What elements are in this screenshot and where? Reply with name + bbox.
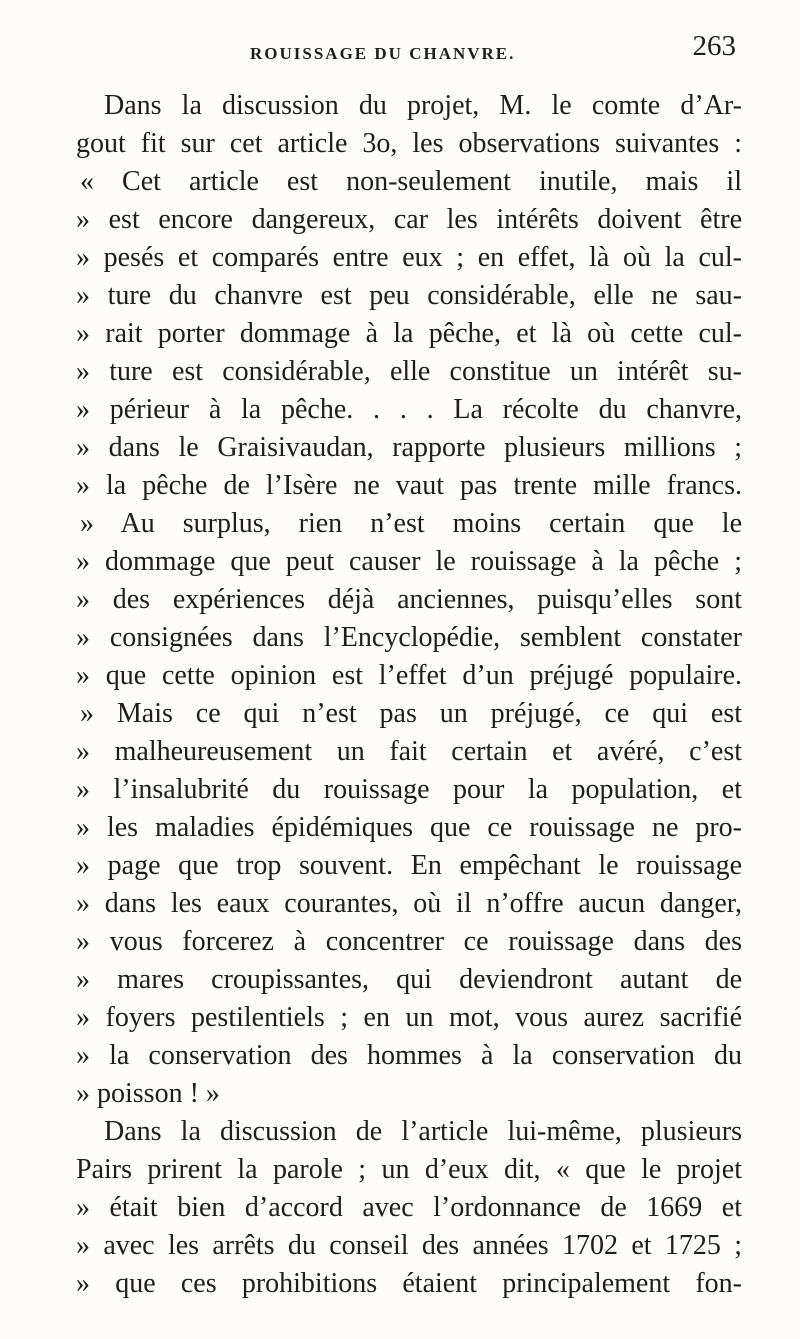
text-line: » la pêche de l’Isère ne vaut pas trente mille francs. xyxy=(76,470,742,501)
text-line: » mares croupissantes, qui deviendront autant de xyxy=(76,964,742,995)
text-line: » était bien d’accord avec l’ordonnance de 1669 et xyxy=(76,1192,742,1223)
text-line: » rait porter dommage à la pêche, et là où cette cul- xyxy=(76,318,742,349)
text-line: » est encore dangereux, car les intérêts doivent être xyxy=(76,204,742,235)
text-line: » Mais ce qui n’est pas un préjugé, ce qui est xyxy=(80,698,742,729)
running-title: ROUISSAGE DU CHANVRE. xyxy=(250,44,516,63)
text-line: » avec les arrêts du conseil des années 1702 et 1725 ; xyxy=(76,1230,742,1261)
page-header xyxy=(0,30,800,70)
text-line: » pesés et comparés entre eux ; en effet, là où la cul- xyxy=(76,242,742,273)
text-line: » vous forcerez à concentrer ce rouissage dans des xyxy=(76,926,742,957)
text-line: Pairs prirent la parole ; un d’eux dit, « que le projet xyxy=(76,1154,742,1185)
text-line: gout fit sur cet article 3o, les observations suivantes : xyxy=(76,128,742,159)
text-line: » page que trop souvent. En empêchant le rouissage xyxy=(76,850,742,881)
text-line: » foyers pestilentiels ; en un mot, vous aurez sacrifié xyxy=(76,1002,742,1033)
text-line: Dans la discussion du projet, M. le comte d’Ar- xyxy=(104,90,742,121)
text-line: » les maladies épidémiques que ce rouissage ne pro- xyxy=(76,812,742,843)
text-line: » Au surplus, rien n’est moins certain que le xyxy=(80,508,742,539)
text-line: » que cette opinion est l’effet d’un préjugé populaire. xyxy=(76,660,742,691)
text-line: » dans le Graisivaudan, rapporte plusieurs millions ; xyxy=(76,432,742,463)
text-line: » périeur à la pêche. . . . La récolte du chanvre, xyxy=(76,394,742,425)
text-line: » que ces prohibitions étaient principalement fon- xyxy=(76,1268,742,1299)
text-line: » l’insalubrité du rouissage pour la population, et xyxy=(76,774,742,805)
text-line: » poisson ! » xyxy=(76,1078,220,1109)
text-line: » des expériences déjà anciennes, puisqu’elles sont xyxy=(76,584,742,615)
text-line: » malheureusement un fait certain et avéré, c’est xyxy=(76,736,742,767)
text-line: « Cet article est non-seulement inutile, mais il xyxy=(80,166,742,197)
text-line: Dans la discussion de l’article lui-même, plusieurs xyxy=(104,1116,742,1147)
text-line: » la conservation des hommes à la conservation du xyxy=(76,1040,742,1071)
text-line: » ture du chanvre est peu considérable, elle ne sau- xyxy=(76,280,742,311)
text-line: » dommage que peut causer le rouissage à la pêche ; xyxy=(76,546,742,577)
page-number: 263 xyxy=(692,30,736,62)
text-line: » dans les eaux courantes, où il n’offre aucun danger, xyxy=(76,888,742,919)
text-line: » ture est considérable, elle constitue un intérêt su- xyxy=(76,356,742,387)
text-line: » consignées dans l’Encyclopédie, semblent constater xyxy=(76,622,742,653)
